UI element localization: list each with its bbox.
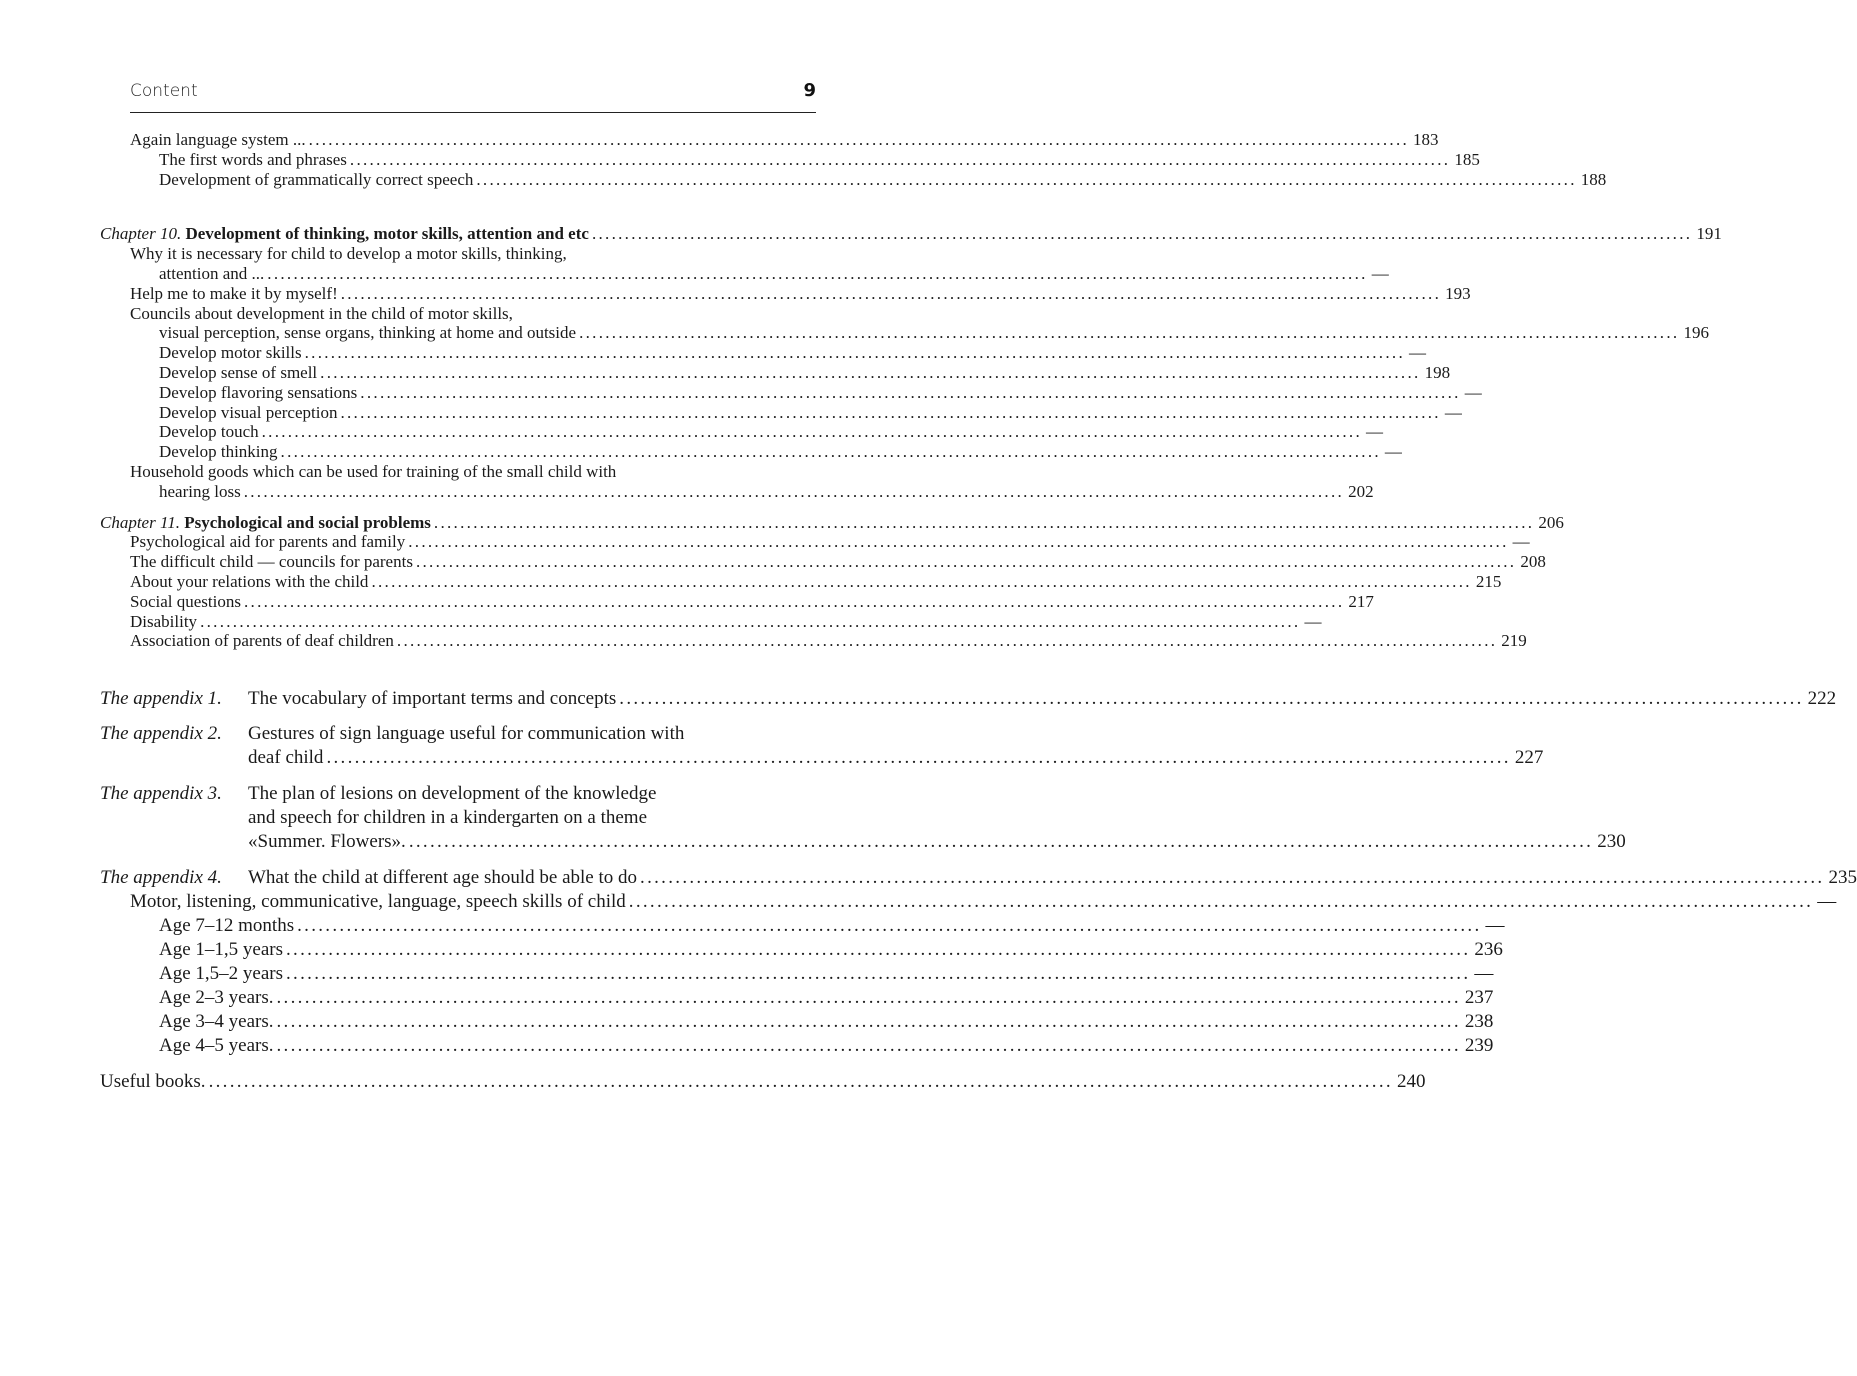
- toc-entry: [100, 169, 1607, 190]
- chapter-page: 191: [1696, 224, 1722, 244]
- toc-entry-text: Councils about development in the child of motor skills,: [130, 303, 513, 323]
- toc-entry-page: 237: [1464, 987, 1494, 1009]
- toc-entry-text: Motor, listening, communicative, language, speech skills of child: [130, 891, 626, 913]
- toc-entry-text: The difficult child — councils for parents: [130, 552, 413, 572]
- appendix-page: 230: [1597, 831, 1626, 853]
- toc-entry-page: 236: [1474, 939, 1503, 961]
- toc-entry-text: About your relations with the child: [130, 571, 369, 591]
- toc-entry-page: —: [1384, 442, 1402, 462]
- toc-appendix-4: [100, 866, 1857, 1058]
- toc-entry-text: Age 3–4 years.: [159, 1011, 274, 1033]
- toc-entry-text: Develop touch: [159, 422, 259, 442]
- appendix-page: 222: [1807, 688, 1837, 710]
- appendix-title: and speech for children in a kindergarten on a theme: [248, 807, 648, 829]
- toc-entry-page: —: [1512, 532, 1530, 552]
- appendix-title: Gestures of sign language useful for communication with: [248, 723, 685, 745]
- appendix-label: The appendix 4.: [100, 867, 222, 889]
- toc-entry-page: 185: [1454, 149, 1480, 169]
- toc-entry-page: 188: [1580, 169, 1607, 189]
- toc-entry-text: attention and ...: [159, 263, 265, 283]
- toc-entry: [100, 323, 1709, 343]
- appendix-title: What the child at different age should be able to do: [248, 867, 638, 889]
- appendix-page: 227: [1514, 747, 1544, 769]
- toc-entry: [100, 532, 1530, 552]
- appendix-title: The vocabulary of important terms and concepts: [248, 688, 617, 710]
- toc-entry-page: —: [1371, 263, 1389, 283]
- toc-entry: [100, 149, 1480, 170]
- toc-entry-page: 196: [1683, 323, 1709, 343]
- toc-entry: [248, 866, 1857, 890]
- toc-entry-page: —: [1366, 422, 1384, 442]
- toc-entry: [100, 571, 1502, 592]
- toc-group-language: [100, 130, 1607, 189]
- toc-entry-text: Age 1,5–2 years: [159, 963, 283, 985]
- toc-appendix-3: [100, 782, 1626, 854]
- chapter-title: Development of thinking, motor skills, attention and etc: [185, 224, 589, 244]
- toc-entry-page: —: [1444, 402, 1462, 422]
- appendix-title: The plan of lesions on development of the knowledge: [248, 783, 657, 805]
- appendix-title: deaf child: [248, 747, 324, 769]
- toc-entry-text: Useful books.: [100, 1071, 206, 1093]
- toc-entry-page: —: [1464, 382, 1482, 402]
- toc-entry-text: hearing loss: [159, 481, 241, 501]
- appendix-label: The appendix 3.: [100, 783, 222, 805]
- toc-entry: [100, 402, 1462, 423]
- toc-entry-text: Develop motor skills: [159, 343, 302, 363]
- toc-entry-text: Age 4–5 years.: [159, 1035, 274, 1057]
- appendix-page: 235: [1828, 867, 1857, 889]
- toc-useful-books: [100, 1070, 1426, 1094]
- toc-entry-text: Develop flavoring sensations: [159, 382, 358, 402]
- toc-entry-text: Age 2–3 years.: [159, 987, 274, 1009]
- toc-entry: [100, 382, 1482, 403]
- toc-entry-text: Again language system ...: [130, 130, 306, 149]
- toc-entry-page: —: [1409, 343, 1427, 363]
- toc-entry: [100, 442, 1402, 462]
- toc-entry: [100, 422, 1384, 442]
- toc-entry: [100, 481, 1374, 502]
- chapter-label: Chapter 11.: [100, 512, 180, 532]
- toc-entry: [100, 263, 1389, 284]
- toc-entry: [100, 1010, 1494, 1034]
- toc-entry: [100, 1034, 1494, 1058]
- toc-entry-page: —: [1485, 915, 1505, 937]
- toc-entry-page: 208: [1520, 552, 1546, 572]
- toc-entry-text: Psychological aid for parents and family: [130, 532, 406, 552]
- toc-entry: [100, 986, 1494, 1010]
- toc-chapter-11: [100, 512, 1564, 652]
- header-page-number: 9: [803, 80, 816, 101]
- toc-entry-text: Social questions: [130, 591, 241, 611]
- toc-entry: [100, 362, 1451, 383]
- toc-entry-page: —: [1304, 611, 1322, 631]
- toc-entry: [100, 611, 1322, 632]
- table-of-contents: [100, 130, 1857, 1094]
- toc-appendix-1: [100, 687, 1837, 711]
- toc-entry-text: Development of grammatically correct speech: [159, 169, 474, 189]
- toc-entry-page: —: [1474, 963, 1494, 985]
- toc-entry: [100, 283, 1471, 304]
- header-title: Content: [130, 81, 198, 101]
- toc-entry-text: Develop thinking: [159, 442, 278, 462]
- toc-entry-text: Disability: [130, 611, 198, 631]
- toc-entry-text: Age 1–1,5 years: [159, 939, 283, 961]
- appendix-label: The appendix 2.: [100, 723, 222, 745]
- toc-entry: [100, 914, 1505, 938]
- chapter-heading: [100, 224, 1722, 244]
- toc-entry: [100, 890, 1837, 914]
- chapter-page: 206: [1538, 512, 1564, 532]
- toc-entry: [100, 552, 1546, 572]
- chapter-heading: [100, 512, 1564, 533]
- toc-entry-text: Association of parents of deaf children: [130, 631, 394, 651]
- toc-entry-text: Age 7–12 months: [159, 915, 295, 937]
- toc-entry: [100, 130, 1439, 150]
- toc-entry: [248, 830, 1626, 854]
- toc-entry-text: The first words and phrases: [159, 149, 347, 169]
- toc-entry-page: 217: [1348, 591, 1374, 611]
- toc-entry: [100, 343, 1427, 363]
- toc-entry: [248, 687, 1836, 711]
- appendix-title: «Summer. Flowers».: [248, 831, 406, 853]
- toc-entry: [100, 962, 1494, 986]
- toc-entry-text: Develop visual perception: [159, 402, 338, 422]
- toc-entry-page: 238: [1464, 1011, 1494, 1033]
- toc-entry-text: Household goods which can be used for training of the small child with: [130, 461, 617, 481]
- chapter-title: Psychological and social problems: [184, 512, 431, 532]
- toc-entry-text: Help me to make it by myself!: [130, 283, 338, 303]
- toc-entry: [100, 631, 1527, 651]
- toc-entry-page: 202: [1348, 481, 1374, 501]
- toc-entry-page: —: [1817, 891, 1837, 913]
- chapter-label: Chapter 10.: [100, 224, 182, 244]
- toc-entry-text: Why it is necessary for child to develop a motor skills, thinking,: [130, 244, 567, 264]
- running-header: [130, 78, 816, 113]
- toc-entry: [248, 746, 1543, 770]
- toc-appendix-2: [100, 722, 1544, 770]
- toc-entry-page: 219: [1501, 631, 1527, 651]
- toc-entry-page: 183: [1413, 130, 1439, 149]
- appendix-label: The appendix 1.: [100, 688, 222, 710]
- toc-entry-page: 240: [1396, 1071, 1426, 1093]
- toc-entry-page: 215: [1475, 571, 1502, 591]
- toc-chapter-10: [100, 224, 1722, 501]
- toc-entry-text: Develop sense of smell: [159, 362, 318, 382]
- toc-entry: [100, 591, 1374, 612]
- toc-entry-page: 239: [1464, 1035, 1494, 1057]
- toc-entry-page: 198: [1424, 362, 1451, 382]
- toc-entry-text: visual perception, sense organs, thinking at home and outside: [159, 323, 577, 343]
- toc-entry-page: 193: [1445, 283, 1471, 303]
- toc-entry: [100, 938, 1503, 962]
